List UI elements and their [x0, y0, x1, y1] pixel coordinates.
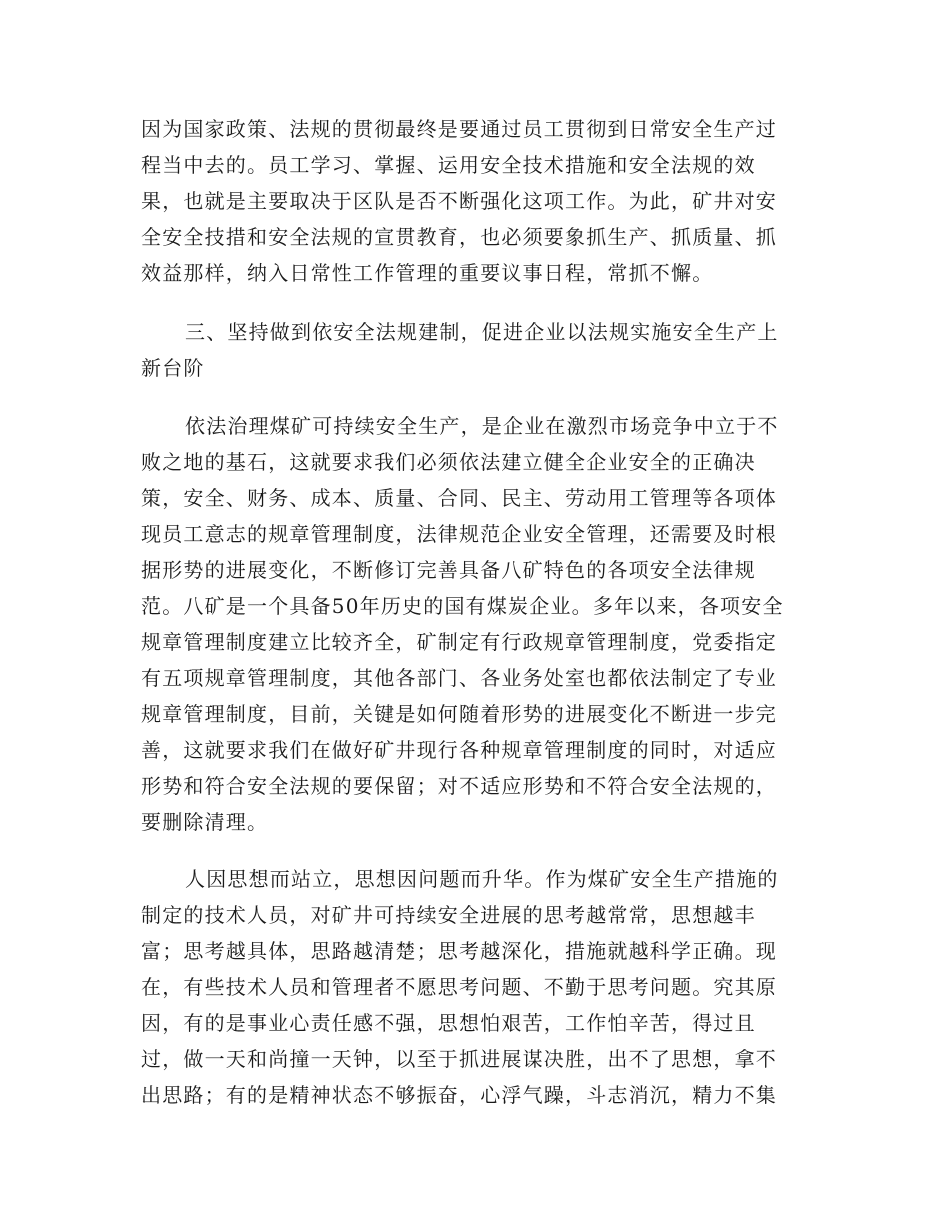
paragraph-line: 因，有的是事业心责任感不强，思想怕艰苦，工作怕辛苦，得过且 — [141, 1011, 756, 1035]
paragraph-line: 程当中去的。员工学习、掌握、运用安全技术措施和安全法规的效 — [141, 153, 756, 177]
paragraph-line: 过，做一天和尚撞一天钟，以至于抓进展谋决胜，出不了思想，拿不 — [141, 1047, 777, 1071]
paragraph-line: 人因思想而站立，思想因问题而升华。作为煤矿安全生产措施的 — [185, 867, 779, 891]
paragraph-line: 效益那样，纳入日常性工作管理的重要议事日程，常抓不懈。 — [141, 261, 714, 285]
paragraph-line: 范。八矿是一个具备50年历史的国有煤炭企业。多年以来，各项安全 — [141, 594, 784, 618]
paragraph-line: 全安全技措和安全法规的宣贯教育，也必须要象抓生产、抓质量、抓 — [141, 225, 777, 249]
paragraph-line: 规章管理制度建立比较齐全，矿制定有行政规章管理制度，党委指定 — [141, 630, 777, 654]
paragraph-line: 出思路；有的是精神状态不够振奋，心浮气躁，斗志消沉，精力不集 — [141, 1083, 777, 1107]
paragraph-line: 要删除清理。 — [141, 810, 269, 834]
paragraph-line: 有五项规章管理制度，其他各部门、各业务处室也都依法制定了专业 — [141, 666, 777, 690]
paragraph-line: 因为国家政策、法规的贯彻最终是要通过员工贯彻到日常安全生产过 — [141, 117, 777, 141]
paragraph-line: 富；思考越具体，思路越清楚；思考越深化，措施就越科学正确。现 — [141, 939, 777, 963]
paragraph-line: 现员工意志的规章管理制度，法律规范企业安全管理，还需要及时根 — [141, 522, 777, 546]
section-heading-line: 三、坚持做到依安全法规建制，促进企业以法规实施安全生产上 — [185, 320, 779, 344]
paragraph-line: 败之地的基石，这就要求我们必须依法建立健全企业安全的正确决 — [141, 450, 756, 474]
paragraph-line: 果，也就是主要取决于区队是否不断强化这项工作。为此，矿井对安 — [141, 189, 777, 213]
paragraph-line: 策，安全、财务、成本、质量、合同、民主、劳动用工管理等各项体 — [141, 486, 777, 510]
paragraph-line: 在，有些技术人员和管理者不愿思考问题、不勤于思考问题。究其原 — [141, 975, 777, 999]
paragraph-line: 形势和符合安全法规的要保留；对不适应形势和不符合安全法规的， — [141, 774, 777, 798]
paragraph-line: 制定的技术人员，对矿井可持续安全进展的思考越常常，思想越丰 — [141, 903, 756, 927]
paragraph-line: 善，这就要求我们在做好矿井现行各种规章管理制度的同时，对适应 — [141, 738, 777, 762]
paragraph-line: 依法治理煤矿可持续安全生产，是企业在激烈市场竞争中立于不 — [185, 414, 779, 438]
section-heading-line: 新台阶 — [141, 356, 205, 380]
paragraph-line: 规章管理制度，目前，关键是如何随着形势的进展变化不断进一步完 — [141, 702, 777, 726]
paragraph-line: 据形势的进展变化，不断修订完善具备八矿特色的各项安全法律规 — [141, 558, 756, 582]
